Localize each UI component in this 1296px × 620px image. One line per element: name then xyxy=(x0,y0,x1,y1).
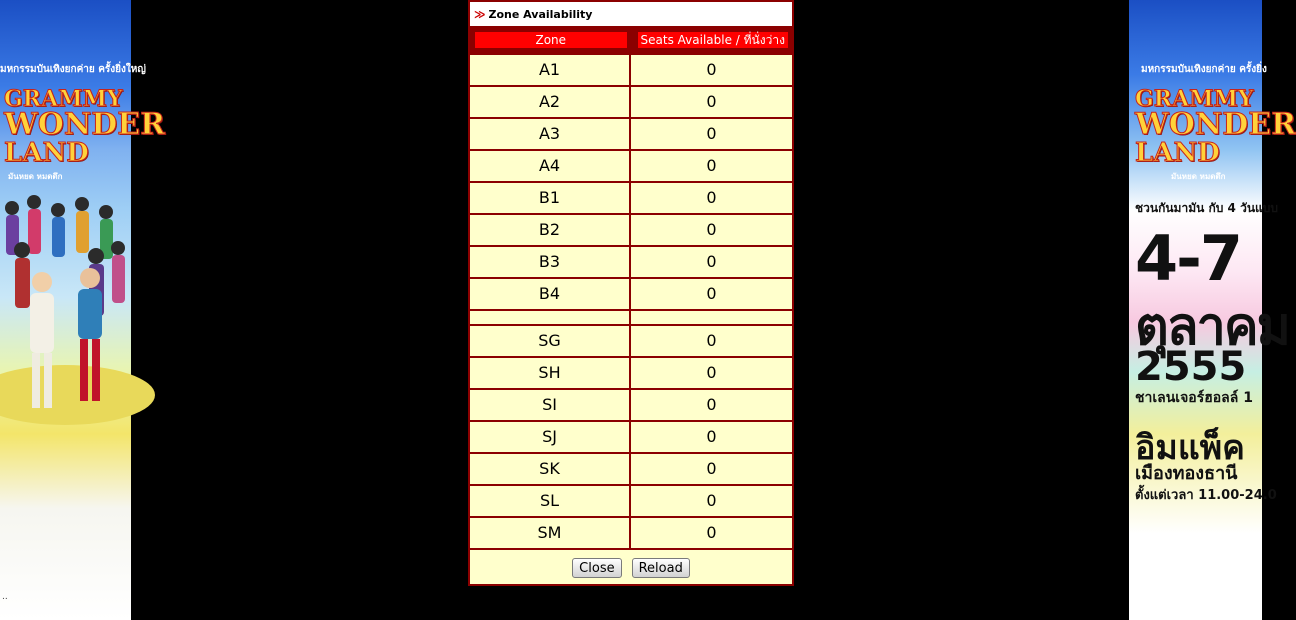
table-row xyxy=(470,215,792,247)
table-row xyxy=(470,151,792,183)
seats-cell: 0 xyxy=(706,188,717,207)
seats-cell: 0 xyxy=(706,395,717,414)
table-row xyxy=(470,326,792,358)
right-banner-month: ตุลาคม xyxy=(1135,297,1289,357)
table-row xyxy=(470,279,792,311)
zone-cell: SH xyxy=(470,358,631,388)
zone-availability-dialog xyxy=(468,0,794,586)
right-ad-banner[interactable] xyxy=(1129,0,1296,620)
zone-cell: A3 xyxy=(470,119,631,149)
seats-cell: 0 xyxy=(706,124,717,143)
arrow-bullet-icon: ≫ xyxy=(474,7,486,21)
crowd-illustration xyxy=(0,190,131,425)
seats-cell: 0 xyxy=(706,284,717,303)
right-banner-venue: อิมแพ็ค xyxy=(1135,428,1245,468)
reload-button[interactable]: Reload xyxy=(632,558,690,578)
zone-cell: B3 xyxy=(470,247,631,277)
zone-cell: SL xyxy=(470,486,631,516)
right-banner-invite: ชวนกันมามัน กับ 4 วันแบบ xyxy=(1135,201,1278,215)
zone-cell: SG xyxy=(470,326,631,356)
table-row xyxy=(470,422,792,454)
seats-cell: 0 xyxy=(706,92,717,111)
seats-cell: 0 xyxy=(706,60,717,79)
table-row xyxy=(470,119,792,151)
zone-cell: SK xyxy=(470,454,631,484)
right-banner-time: ตั้งแต่เวลา 11.00-24.0 xyxy=(1135,488,1277,503)
table-row xyxy=(470,390,792,422)
zone-cell xyxy=(470,311,631,324)
left-banner-logo-sub: มันหยด หมดตึก xyxy=(8,172,63,181)
seats-cell: 0 xyxy=(706,156,717,175)
table-row xyxy=(470,247,792,279)
table-row xyxy=(470,53,792,87)
left-banner-tagline: มหกรรมบันเทิงยกค่าย ครั้งยิ่งใหญ่ xyxy=(0,64,146,75)
seats-cell: 0 xyxy=(706,523,717,542)
zone-cell: B2 xyxy=(470,215,631,245)
dialog-footer xyxy=(470,550,792,586)
table-row xyxy=(470,454,792,486)
seats-cell: 0 xyxy=(706,491,717,510)
right-banner-hall: ชาเลนเจอร์ฮอลล์ 1 xyxy=(1135,390,1253,406)
right-banner-year: 2555 xyxy=(1135,344,1247,390)
zone-table xyxy=(470,53,792,550)
seats-cell: 0 xyxy=(706,331,717,350)
seats-cell: 0 xyxy=(706,252,717,271)
zone-cell: SI xyxy=(470,390,631,420)
left-banner-dots: .. xyxy=(2,592,8,602)
seats-cell: 0 xyxy=(706,459,717,478)
right-banner-dates: 4-7 xyxy=(1135,222,1242,295)
table-row xyxy=(470,358,792,390)
right-banner-logo: GRAMMY WONDER LAND xyxy=(1135,86,1296,168)
table-row-separator xyxy=(470,311,792,326)
zone-cell: B4 xyxy=(470,279,631,309)
zone-cell: A4 xyxy=(470,151,631,181)
seats-column-header: Seats Available / ที่นั่งว่าง xyxy=(638,32,789,48)
dialog-title: Zone Availability xyxy=(488,7,593,21)
zone-cell: A2 xyxy=(470,87,631,117)
left-ad-banner[interactable] xyxy=(0,0,166,620)
right-banner-tagline: มหกรรมบันเทิงยกค่าย ครั้งยิ่ง xyxy=(1141,64,1267,75)
zone-column-header: Zone xyxy=(475,32,627,48)
seats-cell: 0 xyxy=(706,220,717,239)
close-button[interactable]: Close xyxy=(572,558,621,578)
seats-cell: 0 xyxy=(706,427,717,446)
seats-cell xyxy=(631,311,792,324)
dialog-titlebar xyxy=(470,2,792,27)
right-banner-logo-sub: มันหยด หมดตึก xyxy=(1171,172,1226,181)
table-row xyxy=(470,486,792,518)
zone-cell: B1 xyxy=(470,183,631,213)
table-row xyxy=(470,183,792,215)
zone-cell: SM xyxy=(470,518,631,548)
seats-cell: 0 xyxy=(706,363,717,382)
table-row xyxy=(470,87,792,119)
table-header xyxy=(470,27,792,53)
table-row xyxy=(470,518,792,550)
left-banner-logo: GRAMMY WONDER LAND xyxy=(4,86,166,168)
zone-cell: A1 xyxy=(470,55,631,85)
right-banner-venue-city: เมืองทองธานี xyxy=(1135,463,1238,484)
zone-cell: SJ xyxy=(470,422,631,452)
